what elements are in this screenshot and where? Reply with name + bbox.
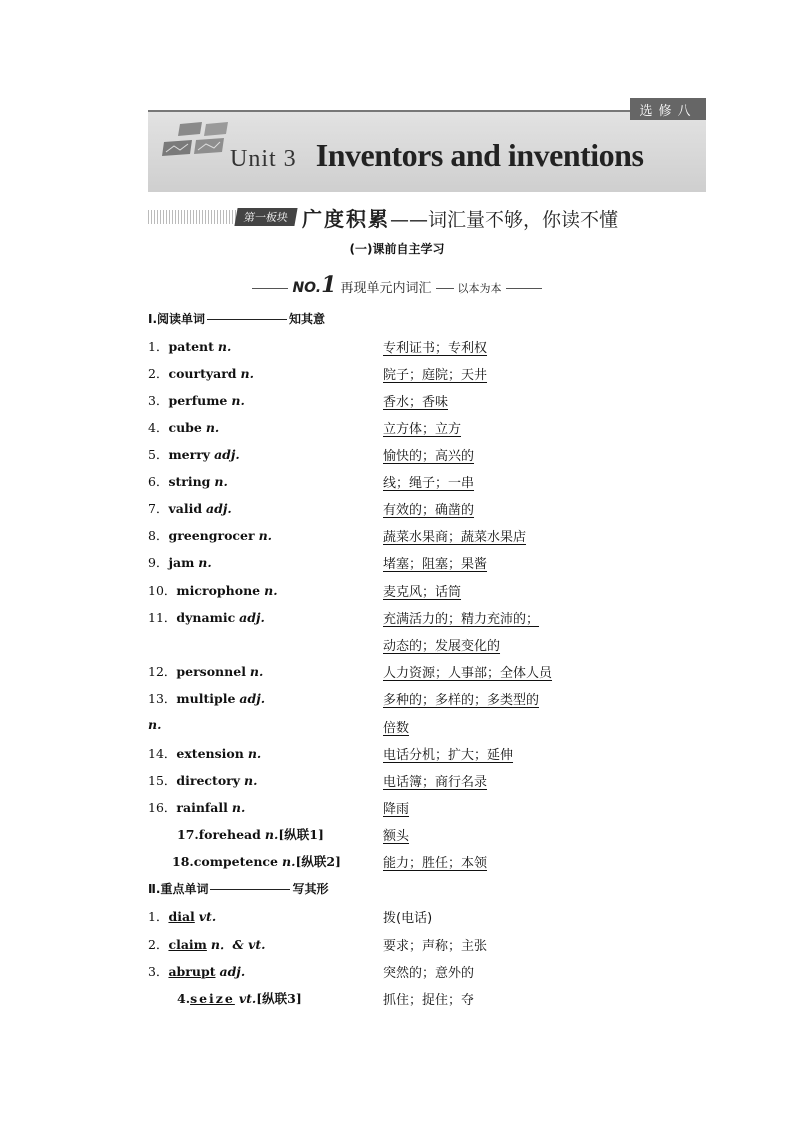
vocab-row: 4.seize vt.[纵联3] 抓住；捉住；夺	[177, 991, 475, 1008]
vocab-row: 9．jam n. 堵塞；阻塞；果酱	[148, 555, 488, 572]
section-title-main: 广度积累	[302, 207, 390, 231]
vocab-row: 13．multiple adj. 多种的；多样的；多类型的	[148, 691, 540, 708]
vocab-row: 4．cube n. 立方体；立方	[148, 420, 462, 437]
vocab-row: 8．greengrocer n. 蔬菜水果商；蔬菜水果店	[148, 528, 527, 545]
vocab-row: 7．valid adj. 有效的；确凿的	[148, 501, 475, 518]
vocab-row: 12．personnel n. 人力资源；人事部；全体人员	[148, 664, 553, 681]
part1-title: 阅读单词	[157, 312, 206, 326]
section-subtitle: (一)课前自主学习	[349, 242, 445, 256]
vocab-row: 3．perfume n. 香水；香味	[148, 393, 449, 410]
vocab-row: 17.forehead n.[纵联1] 额头	[177, 827, 410, 844]
vocab-row: 2．courtyard n. 院子；庭院；天井	[148, 366, 488, 383]
unit-label: Unit 3	[230, 146, 297, 172]
vocab-row-continuation: n. 倍数	[148, 717, 410, 736]
part1-aim: 知其意	[289, 312, 326, 326]
part2-dash	[210, 889, 290, 890]
section-badge: 第一板块	[234, 208, 297, 226]
section-decor-strip	[148, 210, 238, 224]
book-tag: 选修八	[630, 98, 706, 120]
vocab-row: 6．string n. 线；绳子；一串	[148, 474, 475, 491]
part2-heading	[148, 880, 329, 897]
vocab-row: 1．dial vt. 拨(电话)	[148, 909, 433, 926]
rule-left	[252, 288, 288, 289]
vocab-row: 11．dynamic adj. 充满活力的；精力充沛的；	[148, 610, 540, 627]
part2-title: 重点单词	[160, 882, 209, 896]
rule-mid	[436, 288, 454, 289]
vocab-row: 14．extension n. 电话分机；扩大；延伸	[148, 746, 514, 763]
vocab-row: 3．abrupt adj. 突然的；意外的	[148, 964, 475, 981]
vocab-row: 16．rainfall n. 降雨	[148, 800, 410, 817]
part1-dash	[207, 319, 287, 320]
vocab-row: 10．microphone n. 麦克风；话筒	[148, 583, 462, 600]
vocab-row: 15．directory n. 电话簿；商行名录	[148, 773, 488, 790]
part2-aim: 写其形	[292, 882, 329, 896]
part2-roman: Ⅱ.	[148, 882, 161, 896]
part1-heading	[148, 310, 325, 327]
vocab-row: 5．merry adj. 愉快的；高兴的	[148, 447, 475, 464]
no1-heading	[0, 272, 794, 298]
unit-title: Inventors and inventions	[315, 137, 644, 173]
no-label: NO.	[292, 280, 322, 296]
part1-roman: Ⅰ.	[148, 312, 158, 326]
rule-right	[506, 288, 542, 289]
section-title	[302, 203, 618, 232]
no-number: 1	[321, 272, 337, 298]
no-suffix: 以本为本	[457, 282, 502, 295]
vocab-row: 1．patent n. 专利证书；专利权	[148, 339, 488, 356]
vocab-row-continuation: 动态的；发展变化的	[383, 639, 501, 654]
section-title-rest: ——词汇量不够，你读不懂	[390, 209, 619, 231]
vocab-row: 18.competence n.[纵联2] 能力；胜任；本领	[172, 854, 488, 871]
unit-heading	[230, 137, 643, 174]
vocab-row: 2．claim n．& vt. 要求；声称；主张	[148, 937, 488, 954]
no-title: 再现单元内词汇	[340, 281, 432, 296]
